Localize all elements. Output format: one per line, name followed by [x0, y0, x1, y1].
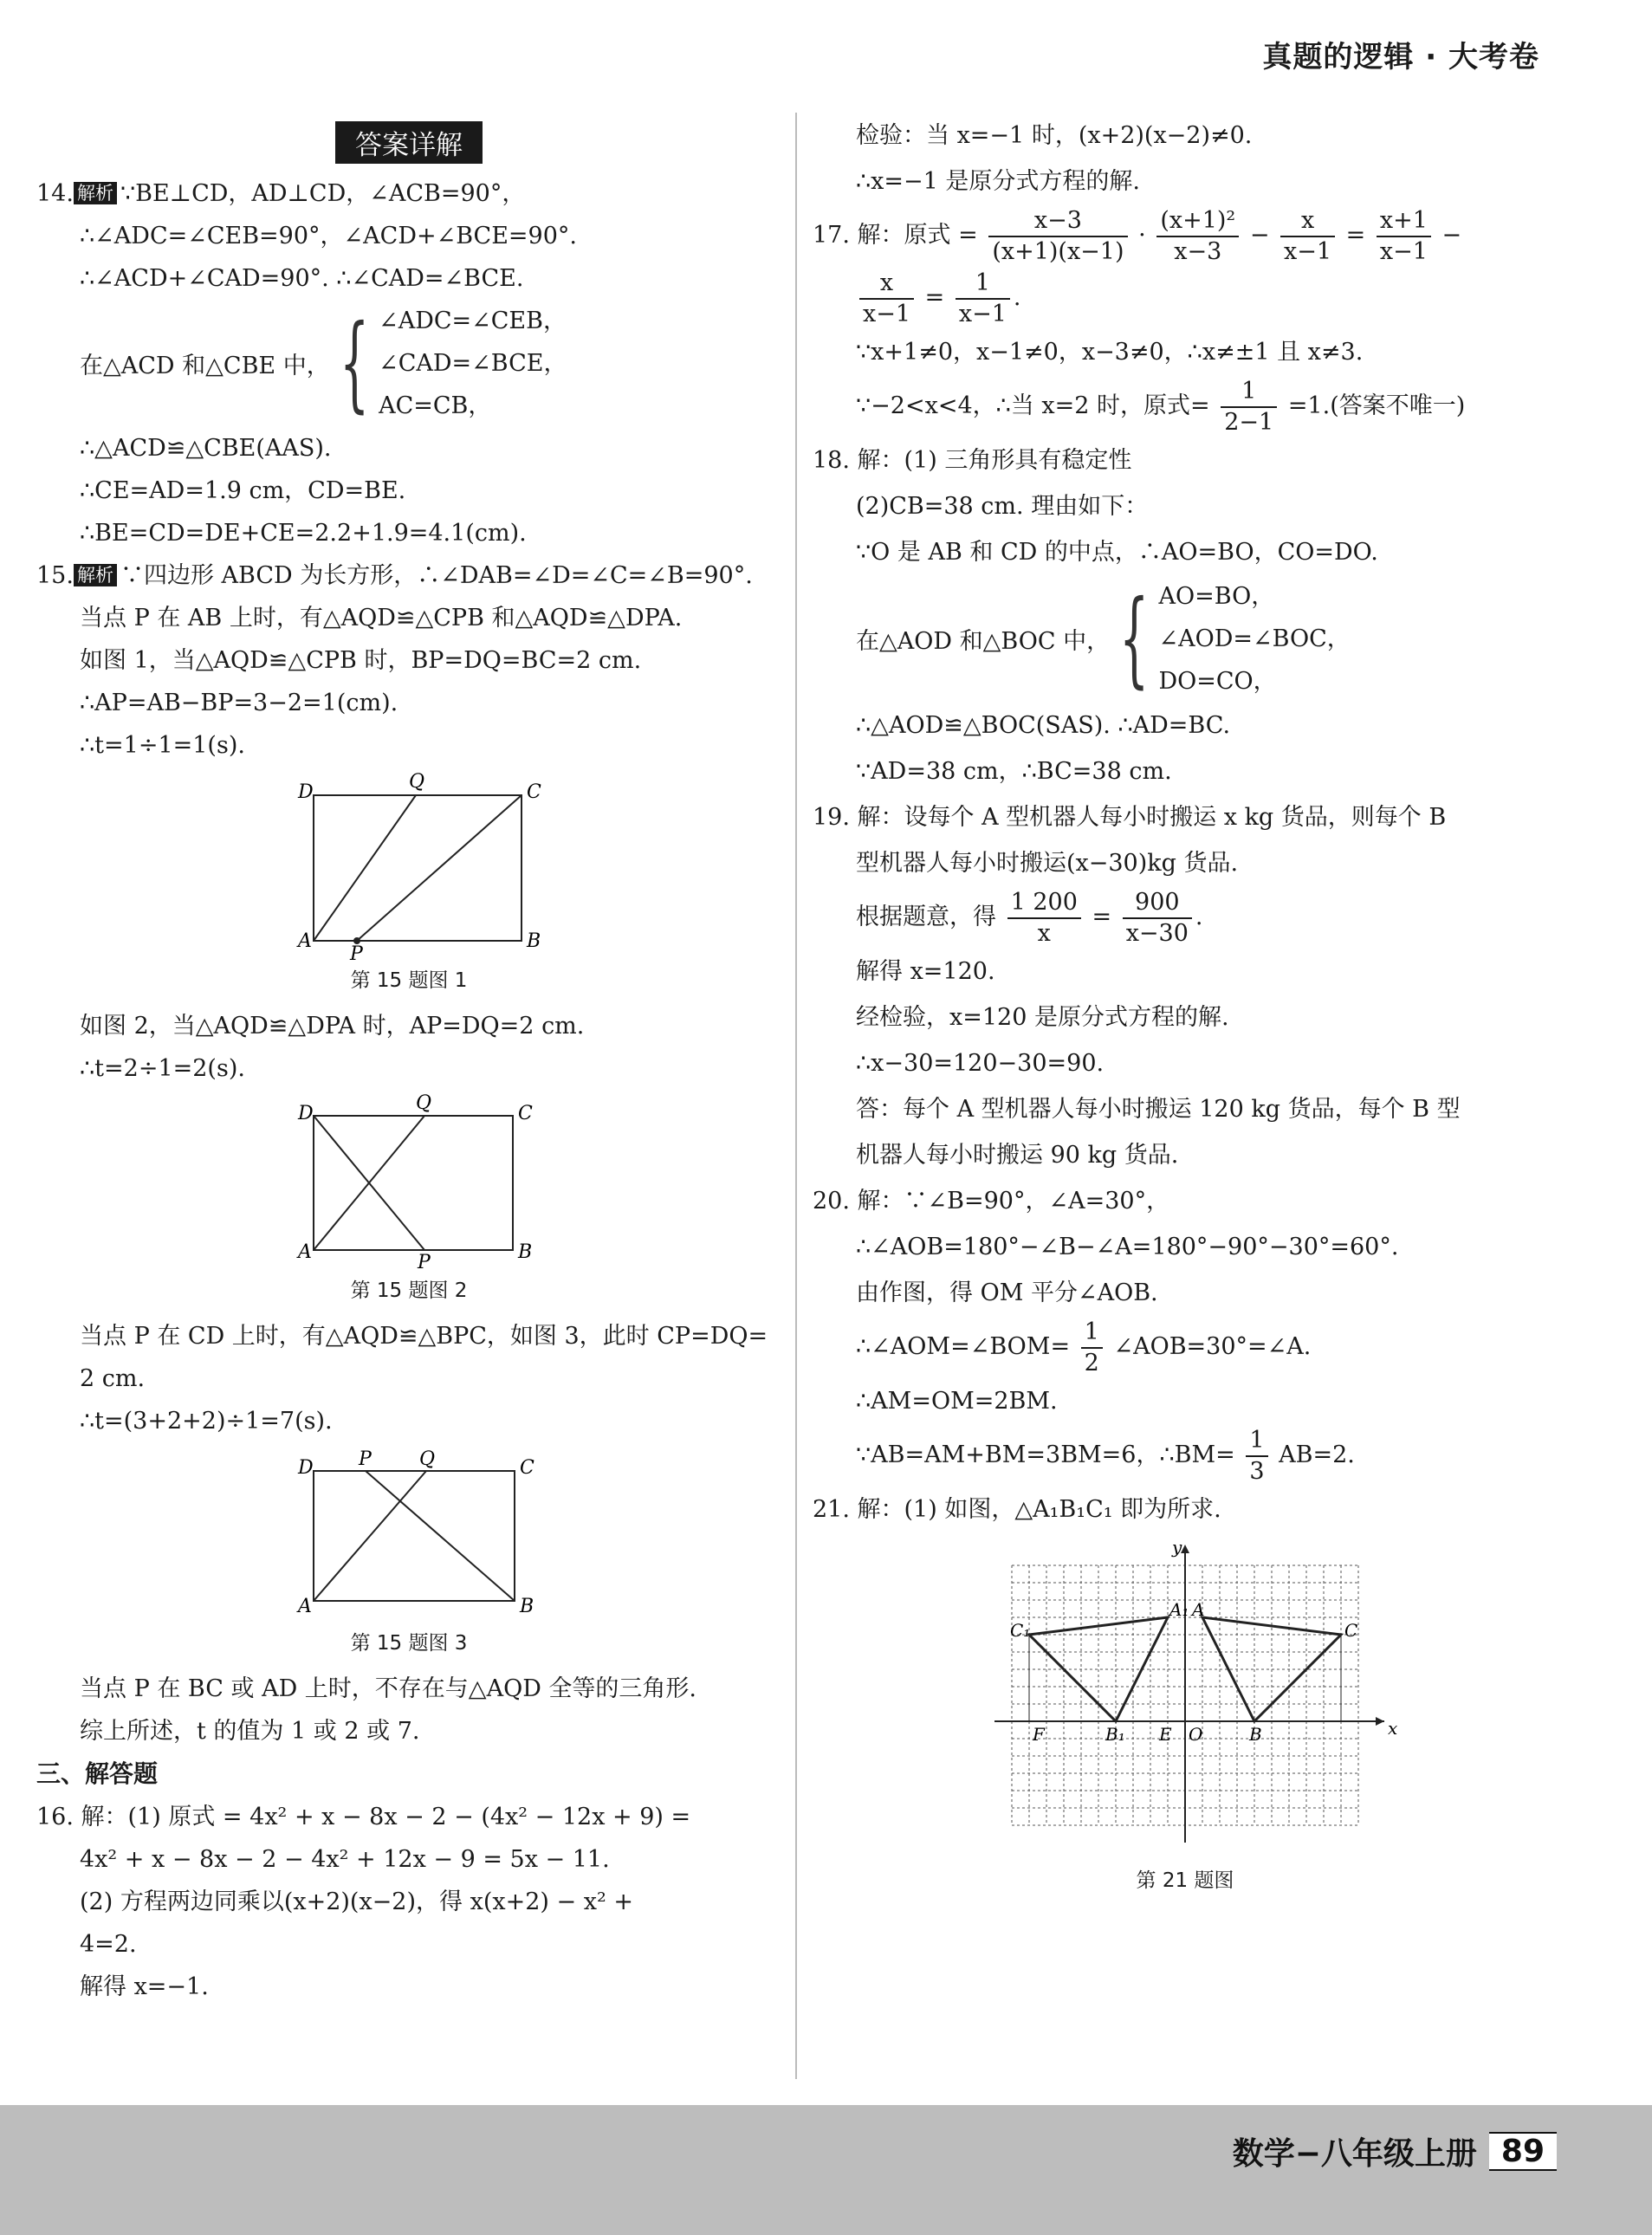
svg-text:Q: Q [416, 1092, 432, 1114]
q20-line-4: ∴∠AOM=∠BOM= $\frac{1}{2}$ ∠AOB=30°=∠A. [856, 1318, 1312, 1377]
analysis-tag: 解析 [74, 564, 117, 586]
svg-text:x: x [1388, 1718, 1398, 1739]
q18-line-3: ∵O 是 AB 和 CD 的中点，∴AO=BO，CO=DO. [856, 539, 1378, 566]
svg-text:Q: Q [419, 1448, 436, 1470]
svg-text:O: O [1189, 1724, 1203, 1745]
q15-line-10: ∴t=(3+2+2)÷1=7(s). [80, 1408, 333, 1435]
figure-caption: 第 21 题图 [1136, 1869, 1234, 1892]
q18-line-2: (2)CB=38 cm. 理由如下： [856, 493, 1149, 520]
svg-text:B: B [520, 1596, 534, 1617]
q14-line-5: ∴CE=AD=1.9 cm，CD=BE. [80, 477, 406, 504]
rectangle-diagram-2 [279, 1092, 539, 1273]
svg-text:A: A [298, 930, 312, 952]
q14-line-1: 14. 解析 ∵BE⊥CD，AD⊥CD，∠ACB=90°， [36, 180, 526, 207]
left-column [36, 121, 781, 2008]
q16-line-3: (2) 方程两边同乘以(x+2)(x−2)，得 x(x+2) − x² + [80, 1888, 633, 1915]
figure-15-1 [36, 771, 781, 998]
q14-brace-system: 在△ACD 和△CBE 中， { ∠ADC=∠CEB， ∠CAD=∠BCE， AC=CB， [80, 302, 567, 424]
analysis-tag: 解析 [74, 182, 117, 204]
q16-line-5: 解得 x=−1. [80, 1973, 209, 2000]
column-divider [795, 113, 797, 2079]
q20-line-5: ∴AM=OM=2BM. [856, 1388, 1058, 1415]
page-footer [0, 2105, 1652, 2235]
rectangle-diagram-1 [279, 771, 541, 965]
check-line-2: ∴x=−1 是原分式方程的解. [856, 168, 1140, 195]
q19-line-4: 解得 x=120. [856, 958, 995, 985]
q17-line-3: ∵x+1≠0，x−1≠0，x−3≠0，∴x≠±1 且 x≠3. [856, 339, 1364, 366]
q17-line-4: ∵−2<x<4，∴当 x=2 时，原式= $\frac{1}{2-1}$ =1.(答案不唯一) [856, 377, 1466, 436]
page-number: 89 [1489, 2132, 1557, 2171]
svg-text:C: C [518, 1103, 533, 1124]
svg-text:P: P [350, 943, 363, 965]
figure-15-3 [36, 1449, 781, 1661]
svg-text:A₁: A₁ [1169, 1599, 1189, 1620]
figure-caption: 第 15 题图 2 [350, 1279, 468, 1302]
q14-line-3: ∴∠ACD+∠CAD=90°. ∴∠CAD=∠BCE. [80, 265, 524, 292]
q19-line-6: ∴x−30=120−30=90. [856, 1050, 1105, 1077]
q15-line-7: ∴t=2÷1=2(s). [80, 1055, 245, 1082]
q15-line-4: ∴AP=AB−BP=3−2=1(cm). [80, 690, 398, 716]
rectangle-diagram-3 [279, 1449, 539, 1623]
q15-line-8: 当点 P 在 CD 上时，有△AQD≌△BPC，如图 3，此时 CP=DQ= [80, 1323, 768, 1350]
svg-text:B: B [1249, 1724, 1262, 1745]
svg-text:P: P [418, 1252, 431, 1273]
q15-line-5: ∴t=1÷1=1(s). [80, 732, 245, 759]
svg-text:D: D [298, 781, 314, 803]
svg-text:y: y [1172, 1537, 1182, 1558]
check-line-1: 检验：当 x=−1 时，(x+2)(x−2)≠0. [856, 122, 1253, 149]
brace-icon: { [339, 302, 370, 424]
svg-text:P: P [359, 1448, 372, 1470]
svg-text:A: A [1192, 1599, 1205, 1620]
coordinate-grid-diagram [960, 1539, 1410, 1860]
q21-line-1: 21. 解：(1) 如图，△A₁B₁C₁ 即为所求. [813, 1496, 1221, 1523]
q20-line-2: ∴∠AOB=180°−∠B−∠A=180°−90°−30°=60°. [856, 1234, 1399, 1260]
q15-line-12: 综上所述，t 的值为 1 或 2 或 7. [80, 1718, 420, 1745]
q19-line-1: 19. 解：设每个 A 型机器人每小时搬运 x kg 货品，则每个 B [813, 804, 1447, 831]
figure-21 [813, 1539, 1558, 1898]
q19-line-3: 根据题意，得 $\frac{1 200}{x}$ = $\frac{900}{x-30}$ . [856, 888, 1203, 947]
svg-text:B₁: B₁ [1105, 1724, 1125, 1745]
brace-icon: { [1119, 578, 1150, 699]
q15-line-9: 2 cm. [80, 1365, 146, 1392]
svg-text:B: B [527, 930, 541, 952]
q18-line-5: ∵AD=38 cm，∴BC=38 cm. [856, 758, 1172, 785]
svg-text:D: D [298, 1103, 314, 1124]
figure-15-2 [36, 1092, 781, 1308]
svg-text:D: D [298, 1457, 314, 1479]
section-title: 答案详解 [335, 121, 483, 164]
figure-caption: 第 15 题图 1 [350, 969, 468, 992]
q15-line-2: 当点 P 在 AB 上时，有△AQD≌△CPB 和△AQD≌△DPA. [80, 605, 683, 632]
svg-text:C: C [527, 781, 541, 803]
subject-label: 数学−八年级上册 [1232, 2136, 1477, 2172]
svg-text:C: C [1344, 1620, 1358, 1641]
svg-text:A: A [298, 1596, 312, 1617]
q16-line-4: 4=2. [80, 1931, 137, 1958]
q18-line-1: 18. 解：(1) 三角形具有稳定性 [813, 447, 1132, 474]
q16-line-1: 16. 解：(1) 原式 = 4x² + x − 8x − 2 − (4x² − 12x + 9) = [36, 1804, 691, 1830]
q18-line-4: ∴△AOD≌△BOC(SAS). ∴AD=BC. [856, 712, 1231, 739]
svg-text:F: F [1033, 1724, 1045, 1745]
q16-line-2: 4x² + x − 8x − 2 − 4x² + 12x − 9 = 5x − 11. [80, 1846, 610, 1873]
q19-line-7: 答：每个 A 型机器人每小时搬运 120 kg 货品，每个 B 型 [856, 1096, 1461, 1123]
right-column [813, 113, 1558, 1905]
figure-caption: 第 15 题图 3 [350, 1632, 468, 1655]
section-3-heading: 三、解答题 [36, 1759, 159, 1788]
svg-text:C: C [520, 1457, 534, 1479]
svg-text:E: E [1159, 1724, 1172, 1745]
svg-text:Q: Q [409, 771, 425, 793]
q14-line-2: ∴∠ADC=∠CEB=90°，∠ACD+∠BCE=90°. [80, 223, 577, 249]
q14-line-6: ∴BE=CD=DE+CE=2.2+1.9=4.1(cm). [80, 520, 527, 547]
q20-line-3: 由作图，得 OM 平分∠AOB. [856, 1279, 1158, 1306]
q15-line-6: 如图 2，当△AQD≌△DPA 时，AP=DQ=2 cm. [80, 1013, 585, 1040]
q18-brace-system: 在△AOD 和△BOC 中， { AO=BO， ∠AOD=∠BOC， DO=CO， [856, 578, 1351, 699]
svg-text:C₁: C₁ [1010, 1620, 1031, 1641]
page-header: 真题的逻辑 · 大考卷 [1262, 40, 1539, 74]
q15-line-3: 如图 1，当△AQD≌△CPB 时，BP=DQ=BC=2 cm. [80, 647, 642, 674]
q19-line-8: 机器人每小时搬运 90 kg 货品. [856, 1142, 1179, 1169]
svg-text:B: B [518, 1241, 533, 1263]
q19-line-5: 经检验，x=120 是原分式方程的解. [856, 1004, 1229, 1031]
q20-line-6: ∵AB=AM+BM=3BM=6，∴BM= $\frac{1}{3}$ AB=2. [856, 1426, 1355, 1485]
q15-line-11: 当点 P 在 BC 或 AD 上时，不存在与△AQD 全等的三角形. [80, 1675, 697, 1702]
q17-line-2: $\frac{x}{x-1}$ = $\frac{1}{x-1}$ . [813, 267, 1558, 329]
q14-line-4: ∴△ACD≌△CBE(AAS). [80, 435, 332, 462]
q15-line-1: 15. 解析 ∵四边形 ABCD 为长方形，∴∠DAB=∠D=∠C=∠B=90°. [36, 562, 753, 589]
q17-line-1: 17. 解：原式 = $\frac{x-3}{(x+1)(x-1)}$ · $\frac{\text{(x+1)²}}{x-3}$ − $\frac{x}{x-1}$ = $\frac{x+1}{x-1}$ − [813, 206, 1462, 265]
q20-line-1: 20. 解：∵∠B=90°，∠A=30°， [813, 1188, 1170, 1215]
q19-line-2: 型机器人每小时搬运(x−30)kg 货品. [856, 850, 1239, 877]
svg-text:A: A [298, 1241, 312, 1263]
